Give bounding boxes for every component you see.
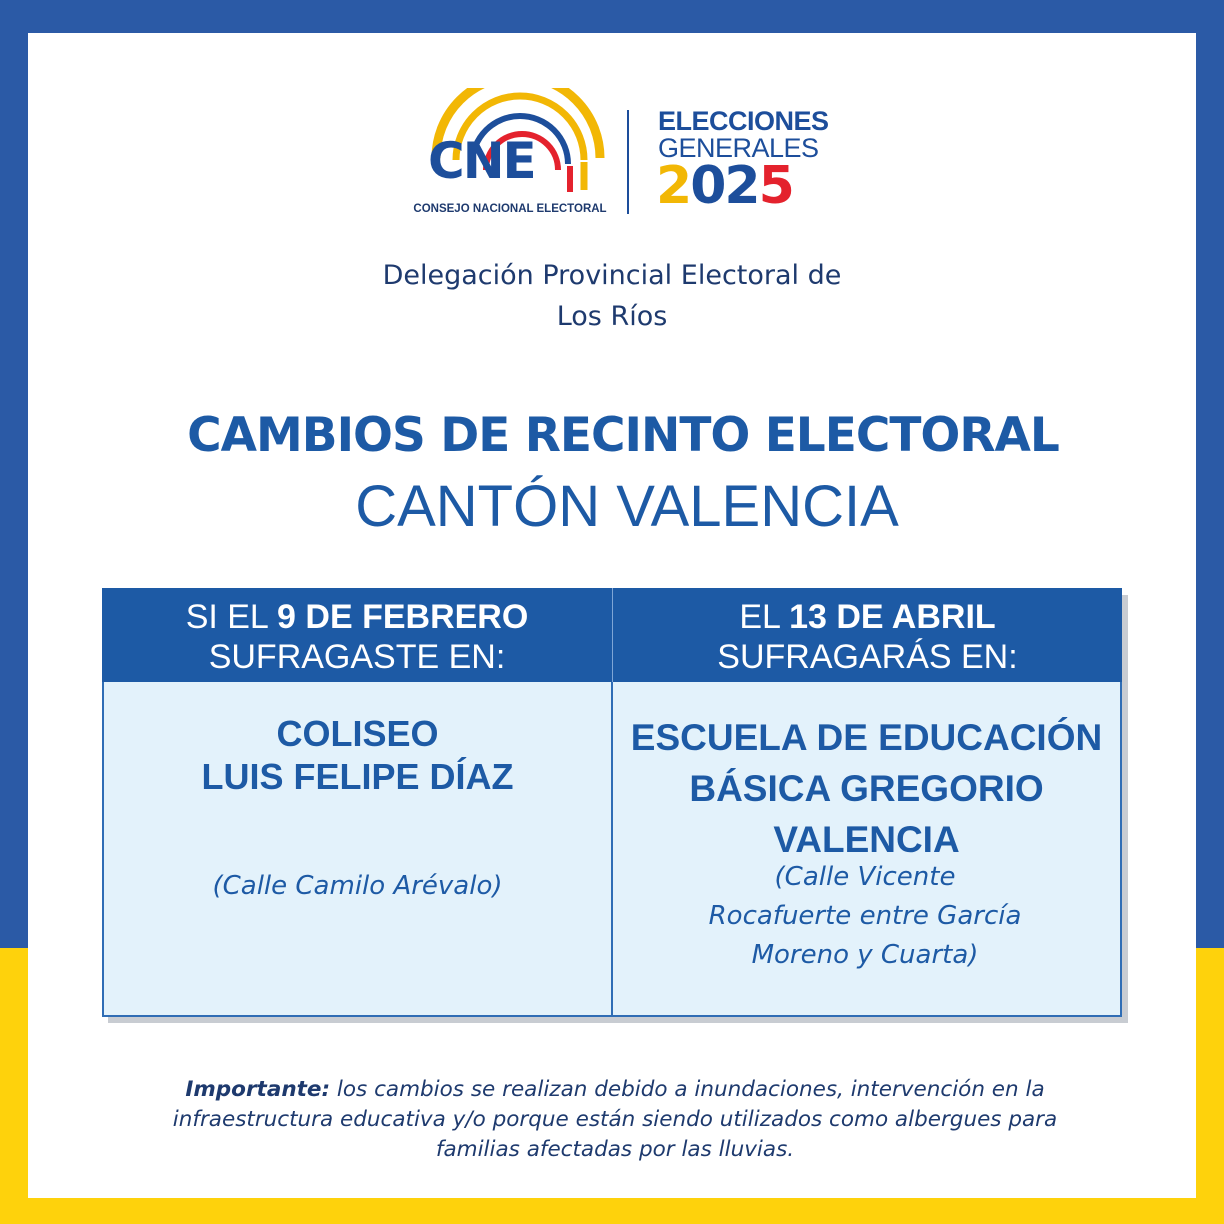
delegation-heading [0, 255, 1224, 337]
note-label: Importante: [185, 1077, 331, 1102]
election-year [656, 156, 793, 216]
new-venue-address [665, 858, 1065, 975]
note-line2: infraestructura educativa y/o porque están siendo utilizados como albergues para [172, 1107, 1058, 1132]
header-prefix: SI EL [185, 598, 278, 636]
venue-name-line: VALENCIA [773, 819, 960, 860]
previous-venue-cell [102, 682, 613, 1017]
year-digit: 2 [656, 156, 691, 216]
new-venue-name [613, 712, 1120, 865]
address-line: Rocafuerte entre García [708, 901, 1022, 931]
header-line2: SUFRAGASTE EN: [208, 638, 506, 676]
page-title: CAMBIOS DE RECINTO ELECTORAL [187, 408, 1059, 463]
elecciones-label: ELECCIONES [658, 106, 829, 136]
venue-name-line: ESCUELA DE EDUCACIÓN [630, 717, 1103, 758]
venue-name-line: COLISEO [276, 713, 439, 754]
previous-venue-name [104, 712, 611, 798]
generales-label: GENERALES [658, 133, 819, 163]
year-digit: 5 [758, 156, 793, 216]
important-note [140, 1075, 1090, 1165]
venue-name-line: BÁSICA GREGORIO [689, 768, 1044, 809]
note-line1: los cambios se realizan debido a inundaciones, intervención en la [330, 1077, 1045, 1102]
header-prefix: EL [739, 598, 790, 636]
year-digit: 0 [690, 156, 725, 216]
header-line2: SUFRAGARÁS EN: [717, 638, 1018, 676]
cne-logo-subtitle: CONSEJO NACIONAL ELECTORAL [413, 203, 607, 215]
venue-name-line: LUIS FELIPE DÍAZ [201, 756, 514, 797]
address-line: (Calle Vicente [774, 862, 956, 892]
logo-divider [627, 110, 629, 214]
note-line3: familias afectadas por las lluvias. [435, 1137, 795, 1162]
venue-change-table [102, 588, 1122, 1017]
elecciones-generales-logo [656, 106, 829, 218]
header-new-date [613, 588, 1122, 682]
header-date: 9 DE FEBRERO [277, 598, 529, 636]
cne-logo-text: CNE [428, 132, 535, 190]
header-date: 13 DE ABRIL [789, 598, 996, 636]
header-previous-date [102, 588, 612, 682]
page-subtitle: CANTÓN VALENCIA [355, 474, 899, 539]
address-line: Moreno y Cuarta) [751, 940, 979, 970]
year-digit: 2 [724, 156, 759, 216]
cne-logo [410, 88, 610, 218]
delegation-line2: Los Ríos [556, 301, 668, 332]
previous-venue-address: (Calle Camilo Arévalo) [212, 871, 503, 901]
delegation-line1: Delegación Provincial Electoral de [382, 260, 842, 291]
new-venue-cell [611, 682, 1122, 1017]
